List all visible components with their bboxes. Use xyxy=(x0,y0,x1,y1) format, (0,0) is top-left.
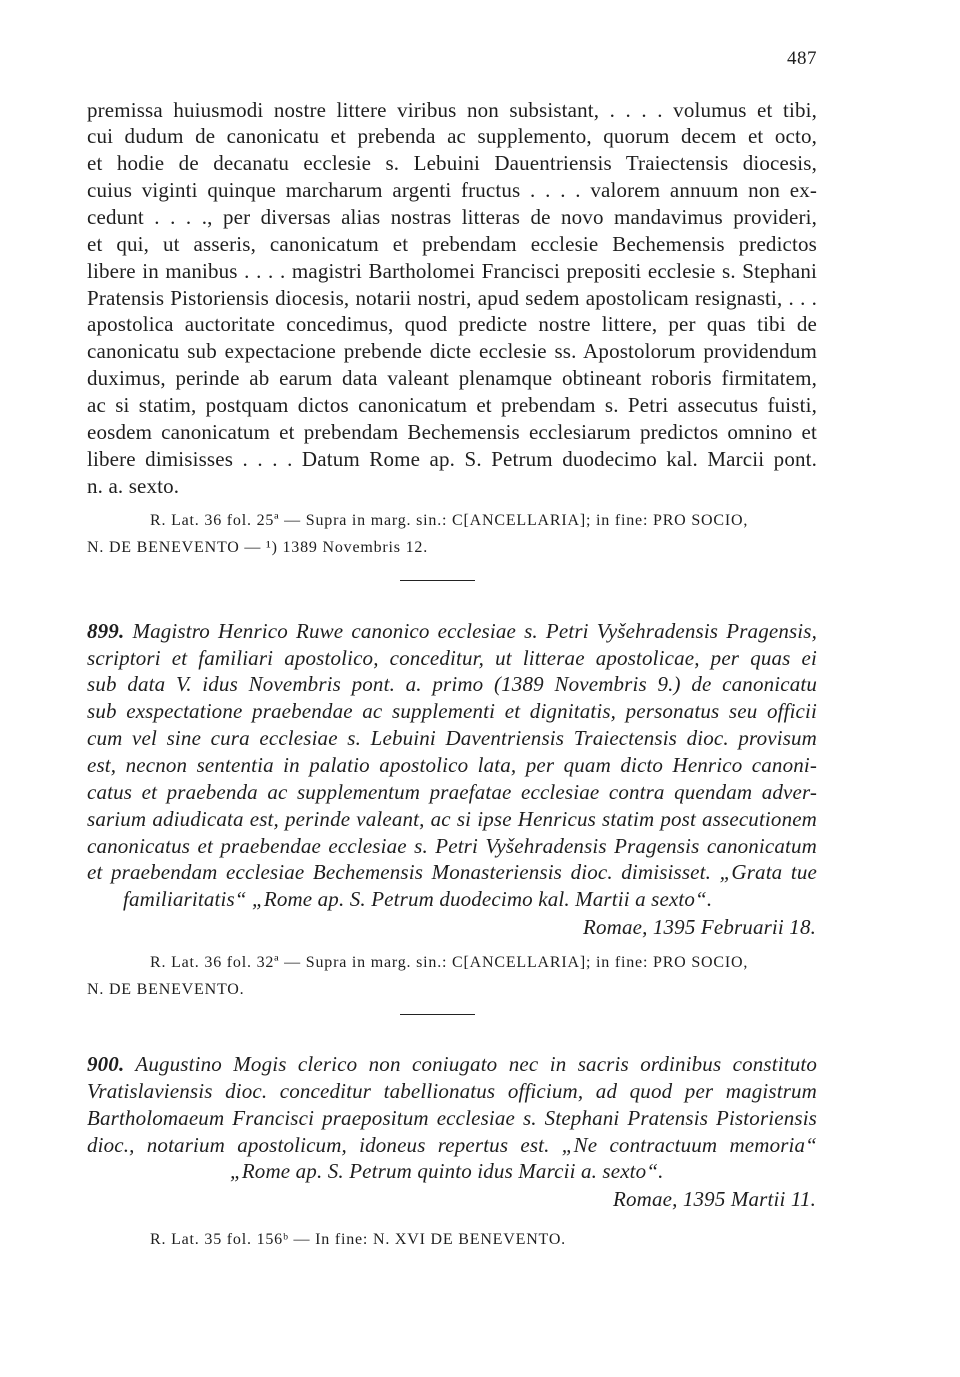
section-divider xyxy=(400,1014,475,1015)
text-line: duximus, perinde ab earum data valeant plenamque obtineant roboris firmitatem, xyxy=(87,366,817,390)
date-line: Romae, 1395 Martii 11. xyxy=(613,1187,816,1211)
text-line: scriptori et familiari apostolico, conceditur, ut litterae apostolicae, per quas ei xyxy=(87,646,817,670)
text-line: cuius viginti quinque marcharum argenti fructus . . . . valorem annuum non ex- xyxy=(87,178,817,202)
text-line: et hodie de decanatu ecclesie s. Lebuini Dauentriensis Traiectensis diocesis, xyxy=(87,151,817,175)
text-line: apostolica auctoritate concedimus, quod predicte nostre littere, per quas tibi de xyxy=(87,312,817,336)
entry-regest: Augustino Mogis clerico non coniugato nec in sacris ordinibus constituto xyxy=(124,1052,817,1076)
source-note: N. DE BENEVENTO. xyxy=(87,981,245,998)
text-line: Bartholomaeum Francisci praepositum ecclesiae s. Stephani Pratensis Pistoriensis xyxy=(87,1106,817,1130)
quote-line: familiaritatis“ „Rome ap. S. Petrum duodecimo kal. Martii a sexto“. xyxy=(123,887,713,911)
text-line: sarium adiudicata est, perinde valeant, ac si ipse Henricus statim post assecutionem xyxy=(87,807,817,831)
text-line: libere in manibus . . . . magistri Bartholomei Francisci prepositi ecclesie s. Stephani xyxy=(87,259,817,283)
text-line: cedunt . . . ., per diversas alias nostras litteras de novo mandavimus provideri, xyxy=(87,205,817,229)
text-line: Pratensis Pistoriensis diocesis, notarii nostri, apud sedem apostolicam resignasti, . . . xyxy=(87,286,817,310)
text-line: dioc., notarium apostolicum, idoneus repertus est. „Ne contractuum memoria“ xyxy=(87,1133,817,1157)
text-line: canonicatu sub expectacione prebende dicte ecclesie ss. Apostolorum providendum xyxy=(87,339,817,363)
text-line: ac si statim, postquam dictos canonicatum et prebendam s. Petri assecutus fuisti, xyxy=(87,393,817,417)
source-note: R. Lat. 36 fol. 32ª — Supra in marg. sin.: C[ANCELLARIA]; in fine: PRO SOCIO, xyxy=(150,954,749,971)
text-line: cum vel sine cura ecclesiae s. Lebuini Daventriensis Traiectensis dioc. provisum xyxy=(87,726,817,750)
page-number: 487 xyxy=(787,48,817,69)
text-line: sub data V. idus Novembris pont. a. primo (1389 Novembris 9.) de canonicatu xyxy=(87,672,817,696)
source-note: R. Lat. 36 fol. 25ª — Supra in marg. sin.: C[ANCELLARIA]; in fine: PRO SOCIO, xyxy=(150,512,749,529)
text-line: sub exspectatione praebendae ac supplementi et dignitatis, personatus seu officii xyxy=(87,699,817,723)
entry-heading-line xyxy=(87,1051,817,1077)
entry-regest: Magistro Henrico Ruwe canonico ecclesiae s. Petri Vyšehradensis Pragensis, xyxy=(124,619,817,643)
text-line: est, necnon sententia in palatio apostolico lata, per quam dicto Henrico canoni- xyxy=(87,753,817,777)
text-line: n. a. sexto. xyxy=(87,474,180,498)
text-line: canonicatus et praebendae ecclesiae s. Petri Vyšehradensis Pragensis canonicatum xyxy=(87,834,817,858)
text-line: catus et praebenda ac supplementum praefatae ecclesiae contra quendam adver- xyxy=(87,780,817,804)
entry-heading-line xyxy=(87,618,817,644)
section-divider xyxy=(400,580,475,581)
text-line: libere dimisisses . . . . Datum Rome ap. S. Petrum duodecimo kal. Marcii pont. xyxy=(87,447,817,471)
text-line: et praebendam ecclesiae Bechemensis Monasteriensis dioc. dimisisset. „Grata tue xyxy=(87,860,817,884)
date-line: Romae, 1395 Februarii 18. xyxy=(583,915,816,939)
text-line: premissa huiusmodi nostre littere viribus non subsistant, . . . . volumus et tibi, xyxy=(87,98,817,122)
entry-number: 900. xyxy=(87,1052,125,1076)
quote-line: „Rome ap. S. Petrum quinto idus Marcii a. sexto“. xyxy=(230,1159,664,1183)
text-line: cui dudum de canonicatu et prebenda ac supplemento, quorum decem et octo, xyxy=(87,124,817,148)
source-note: R. Lat. 35 fol. 156ᵇ — In fine: N. XVI DE BENEVENTO. xyxy=(150,1231,566,1248)
text-line: et qui, ut asseris, canonicatum et prebendam ecclesie Bechemensis predictos xyxy=(87,232,817,256)
text-line: eosdem canonicatum et prebendam Bechemensis ecclesiarum predictos omnino et xyxy=(87,420,817,444)
source-note: N. DE BENEVENTO — ¹) 1389 Novembris 12. xyxy=(87,539,429,556)
text-line: Vratislaviensis dioc. conceditur tabellionatus officium, ad quod per magistrum xyxy=(87,1079,817,1103)
entry-number: 899. xyxy=(87,619,125,643)
